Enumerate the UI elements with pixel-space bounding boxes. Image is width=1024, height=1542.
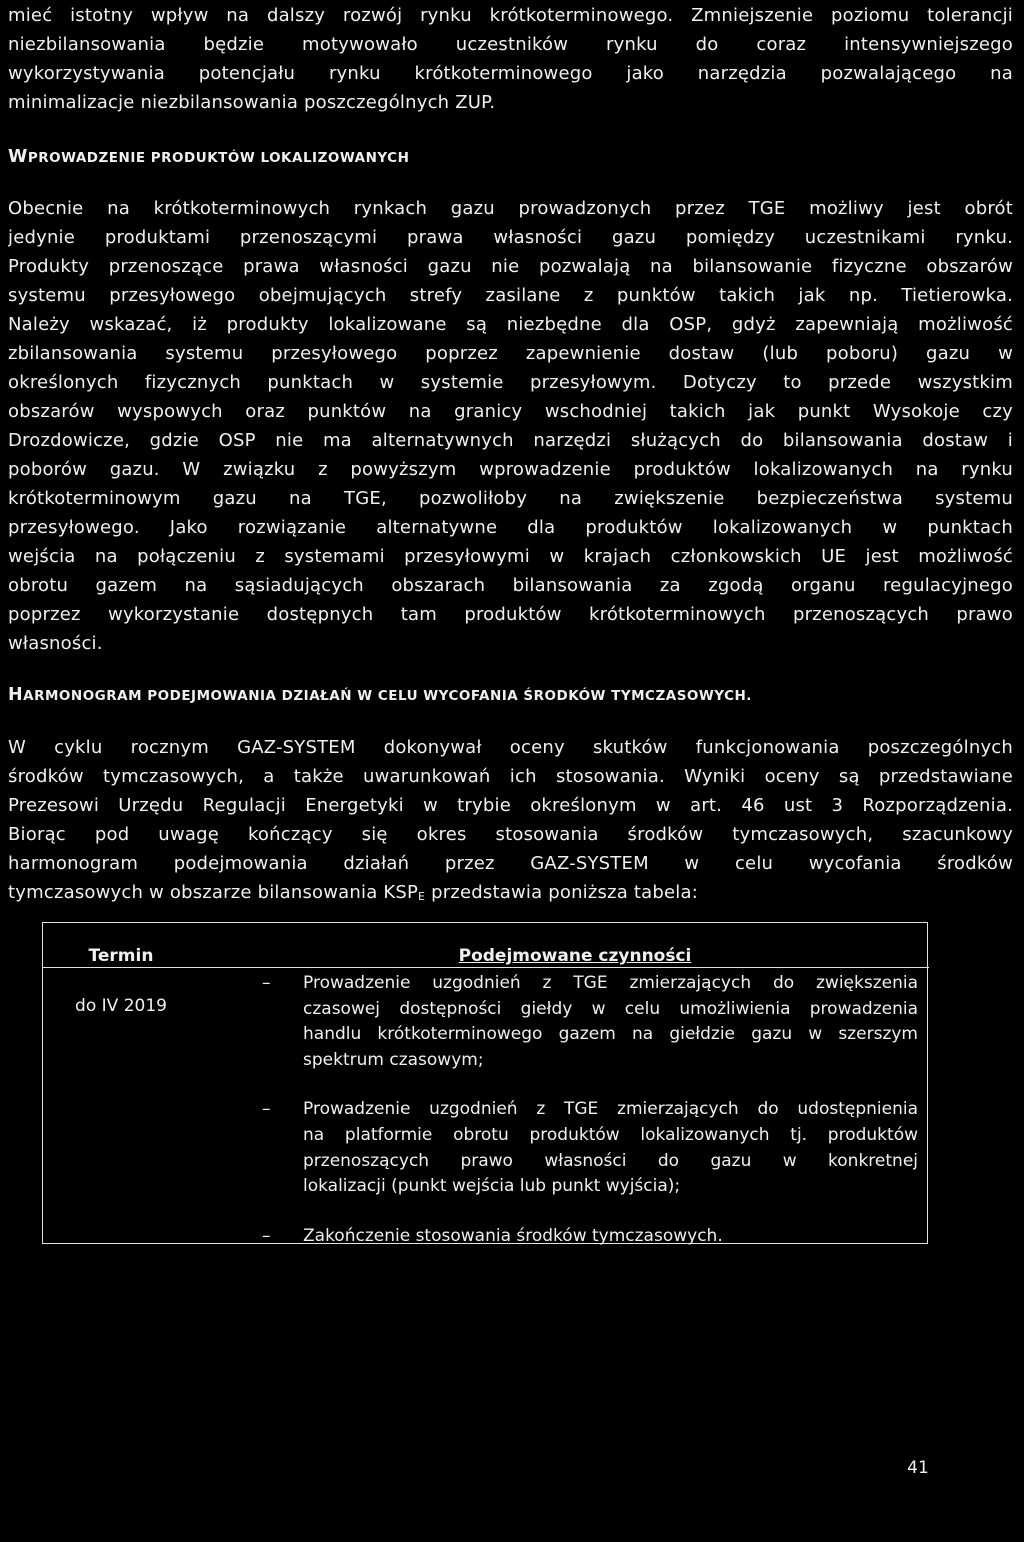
paragraph-line: obrotu gazem na sąsiadujących obszarach bilansowania za zgodą organu regulacyjnego: [8, 575, 1013, 596]
page-number: 41: [907, 1458, 929, 1478]
paragraph-line: Drozdowicze, gdzie OSP nie ma alternatywnych narzędzi służących do bilansowania dostaw i: [8, 430, 1013, 451]
paragraph-line: harmonogram podejmowania działań przez GAZ-SYSTEM w celu wycofania środków: [8, 853, 1013, 874]
paragraph-line: Należy wskazać, iż produkty lokalizowane są niezbędne dla OSP, gdyż zapewniają możliwość: [8, 314, 1013, 335]
paragraph-line: systemu przesyłowego obejmujących strefy zasilane z punktów takich jak np. Tietierowka.: [8, 285, 1013, 306]
paragraph-line: jedynie produktami przenoszącymi prawa własności gazu pomiędzy uczestnikami rynku.: [8, 227, 1013, 248]
paragraph-line: wykorzystywania potencjału rynku krótkoterminowego jako narzędzia pozwalającego na: [8, 63, 1013, 84]
list-item-line: handlu krótkoterminowego gazem na giełdzie gazu w szerszym: [303, 1024, 918, 1045]
table-cell-term: do IV 2019: [75, 996, 167, 1016]
section-heading-schedule: HARMONOGRAM PODEJMOWANIA DZIAŁAŃ W CELU WYCOFANIA ŚRODKÓW TYMCZASOWYCH.: [8, 685, 752, 705]
schedule-paragraph: [8, 733, 1013, 907]
table-header-term: Termin: [88, 946, 154, 966]
paragraph-line: mieć istotny wpływ na dalszy rozwój rynku krótkoterminowego. Zmniejszenie poziomu tolerancji: [8, 5, 1013, 26]
paragraph-line: przesyłowego. Jako rozwiązanie alternatywne dla produktów lokalizowanych w punktach: [8, 517, 1013, 538]
paragraph-line: określonych fizycznych punktach w systemie przesyłowym. Dotyczy to przede wszystkim: [8, 372, 1013, 393]
table-header-actions: Podejmowane czynności: [458, 946, 692, 966]
dash-bullet: –: [262, 1099, 271, 1120]
list-item-line: Prowadzenie uzgodnień z TGE zmierzających do udostępnienia: [303, 1099, 918, 1120]
list-item-line: Zakończenie stosowania środków tymczasowych.: [303, 1225, 723, 1246]
list-item-text: [303, 971, 918, 1073]
paragraph-line: zbilansowania systemu przesyłowego poprzez zapewnienie dostaw (lub poboru) gazu w: [8, 343, 1013, 364]
list-item-text: [303, 1097, 918, 1199]
dash-bullet: –: [262, 973, 271, 993]
paragraph-line: Obecnie na krótkoterminowych rynkach gazu prowadzonych przez TGE możliwy jest obrót: [8, 198, 1013, 219]
paragraph-line: poborów gazu. W związku z powyższym wprowadzenie produktów lokalizowanych na rynku: [8, 459, 1013, 480]
list-item: [262, 1224, 922, 1250]
paragraph-line: minimalizacje niezbilansowania poszczególnych ZUP.: [8, 92, 496, 113]
line-text: tymczasowych w obszarze bilansowania KSP: [8, 882, 419, 903]
paragraph-line: W cyklu rocznym GAZ-SYSTEM dokonywał oceny skutków funkcjonowania poszczególnych: [8, 737, 1013, 758]
list-item-line: lokalizacji (punkt wejścia lub punkt wyjścia);: [303, 1176, 681, 1197]
paragraph-line: [8, 878, 1013, 907]
intro-paragraph: [8, 1, 1013, 117]
paragraph-line: niezbilansowania będzie motywowało uczestników rynku do coraz intensywniejszego: [8, 34, 1013, 55]
line-text: przedstawia poniższa tabela:: [425, 882, 698, 903]
list-item-line: spektrum czasowym;: [303, 1049, 484, 1070]
list-item-line: czasowej dostępności giełdy w celu umożliwienia prowadzenia: [303, 998, 918, 1019]
paragraph-line: krótkoterminowym gazu na TGE, pozwoliłoby na zwiększenie bezpieczeństwa systemu: [8, 488, 1013, 509]
paragraph-line: Prezesowi Urzędu Regulacji Energetyki w trybie określonym w art. 46 ust 3 Rozporządzenia.: [8, 795, 1013, 816]
list-item-line: przenoszących prawo własności do gazu w konkretnej: [303, 1150, 918, 1171]
paragraph-line: Biorąc pod uwagę kończący się okres stosowania środków tymczasowych, szacunkowy: [8, 824, 1013, 845]
list-item-text: [303, 1224, 918, 1250]
paragraph-line: własności.: [8, 633, 103, 654]
paragraph-line: obszarów wyspowych oraz punktów na granicy wschodniej takich jak punkt Wysokoje czy: [8, 401, 1013, 422]
localized-products-paragraph: [8, 194, 1013, 658]
dash-bullet: –: [262, 1225, 271, 1246]
list-item: [262, 1097, 922, 1199]
list-item-line: na platformie obrotu produktów lokalizowanych tj. produktów: [303, 1124, 918, 1145]
paragraph-line: wejścia na połączeniu z systemami przesyłowymi w krajach członkowskich UE jest możliwość: [8, 546, 1013, 567]
subscript-text: E: [418, 890, 426, 903]
paragraph-line: środków tymczasowych, a także uwarunkowań ich stosowania. Wyniki oceny są przedstawiane: [8, 766, 1013, 787]
paragraph-line: Produkty przenoszące prawa własności gazu nie pozwalają na bilansowanie fizyczne obszarów: [8, 256, 1013, 277]
table-cell-actions: [262, 971, 922, 1273]
paragraph-line: poprzez wykorzystanie dostępnych tam produktów krótkoterminowych przenoszących prawo: [8, 604, 1013, 625]
list-item: [262, 971, 922, 1073]
list-item-line: Prowadzenie uzgodnień z TGE zmierzających do zwiększenia: [303, 973, 918, 993]
section-heading-localized-products: WPROWADZENIE PRODUKTÓW LOKALIZOWANYCH: [8, 147, 410, 167]
